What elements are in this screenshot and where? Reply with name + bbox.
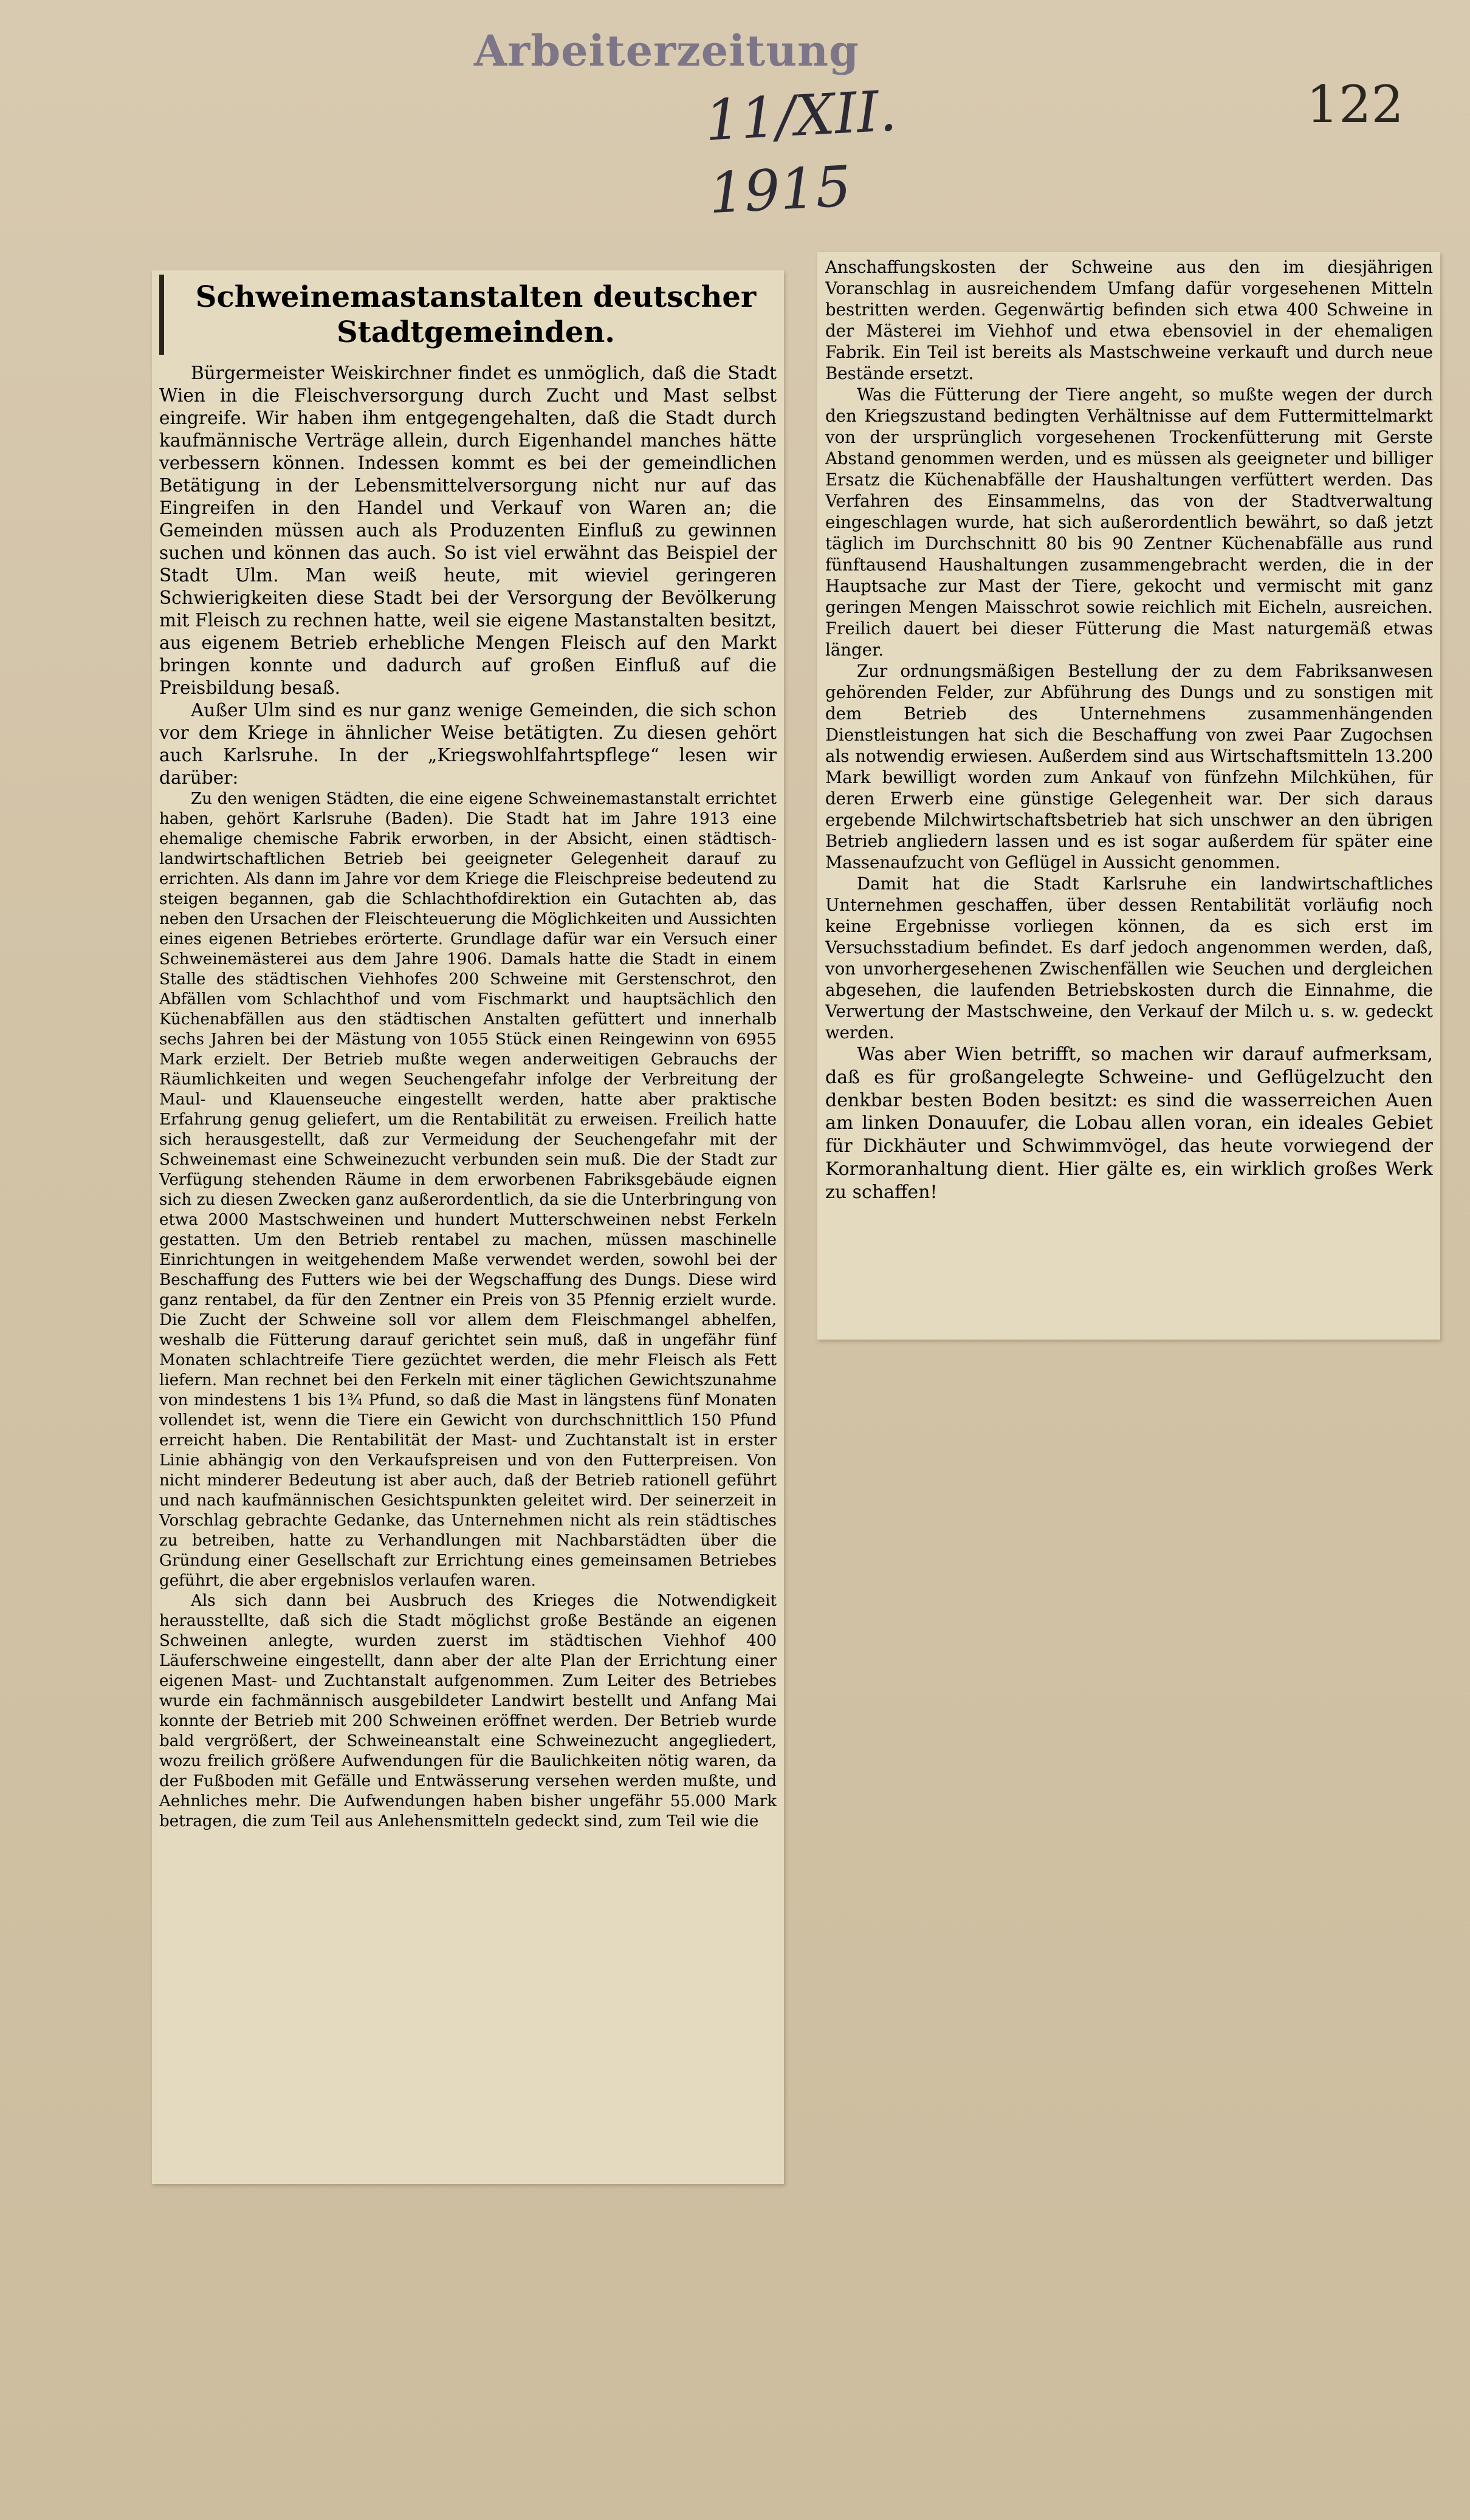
paragraph-war-outbreak: Als sich dann bei Ausbruch des Krieges die Notwendigkeit herausstellte, daß sich die Stadt möglichst große Bestände an eigenen Schweinen anlegte, wurden zuerst im städtischen Viehhof 400 Läuferschweine eingestellt, dann aber der alte Plan der Errichtung einer eigenen Mast- und Zuchtanstalt aufgenommen. Zum Leiter des Betriebes wurde ein fachmännisch ausgebildeter Landwirt bestellt und Anfang Mai konnte der Betrieb mit 200 Schweinen eröffnet werden. Der Betrieb wurde bald vergrößert, der Schweineanstalt eine Schweinezucht angegliedert, wozu freilich größere Aufwendungen für die Baulichkeiten nötig waren, da der Fußboden mit Gefälle und Entwässerung versehen werden mußte, und Aehnliches mehr. Die Aufwendungen haben bisher ungefähr 55.000 Mark betragen, die zum Teil aus Anlehensmitteln gedeckt sind, zum Teil wie die xyxy=(159,1592,777,1830)
paragraph-fields: Zur ordnungsmäßigen Bestellung der zu dem Fabriksanwesen gehörenden Felder, zur Abführung des Dungs und zu sonstigen mit dem Betrieb des Unternehmens zusammenhängenden Dienstleistungen hat sich die Beschaffung von zwei Paar Zugochsen als notwendig erwiesen. Außerdem sind aus Wirtschaftsmitteln 13.200 Mark bewilligt worden zum Ankauf von fünfzehn Milchkühen, für deren Erwerb eine günstige Gelegenheit war. Der sich daraus ergebende Milchwirtschaftsbetrieb hat sich unschwer an den übrigen Betrieb angliedern lassen und es ist sogar außerdem für später eine Massenaufzucht von Geflügel in Aussicht genommen. xyxy=(825,661,1433,872)
handwritten-date: 11/XII. 1915 xyxy=(703,78,899,227)
paragraph-vienna: Was aber Wien betrifft, so machen wir darauf aufmerksam, daß es für großangelegte Schweine- und Geflügelzucht den denkbar besten Boden besitzt: es sind die wasserreichen Auen am linken Donauufer, die Lobau allen voran, ein ideales Gebiet für Dickhäuter und Schwimmvögel, das heute vorwiegend der Kormoranhaltung dient. Hier gälte es, ein wirklich großes Werk zu schaffen! xyxy=(825,1044,1433,1203)
paragraph-ulm: Außer Ulm sind es nur ganz wenige Gemeinden, die sich schon vor dem Kriege in ähnlicher Weise betätigten. Zu diesen gehört auch Karlsruhe. In der „Kriegswohlfahrtspflege“ lesen wir darüber: xyxy=(159,700,777,788)
article-left-column xyxy=(159,275,777,2176)
article-right-column xyxy=(825,256,1433,1335)
paragraph-costs: Anschaffungskosten der Schweine aus den im diesjährigen Voranschlag in ausreichendem Umfang dafür vorgesehenen Mitteln bestritten werden. Gegenwärtig befinden sich etwa 400 Schweine in der Mästerei im Viehhof und etwa ebensoviel in der ehemaligen Fabrik. Ein Teil ist bereits als Mastschweine verkauft und durch neue Bestände ersetzt. xyxy=(825,257,1433,383)
paragraph-result: Damit hat die Stadt Karlsruhe ein landwirtschaftliches Unternehmen geschaffen, über dessen Rentabilität vorläufig noch keine Ergebnisse vorliegen können, da es sich erst im Versuchsstadium befindet. Es darf jedoch angenommen werden, daß, von unvorhergesehenen Zwischenfällen wie Seuchen und dergleichen abgesehen, die laufenden Betriebskosten durch die Einnahme, die Verwertung der Mastschweine, den Verkauf der Milch u. s. w. gedeckt werden. xyxy=(825,874,1433,1043)
page-number: 122 xyxy=(1306,75,1404,134)
newspaper-stamp: Arbeiterzeitung xyxy=(474,26,859,76)
paragraph-karlsruhe-quote: Zu den wenigen Städten, die eine eigene Schweinemastanstalt errichtet haben, gehört Karlsruhe (Baden). Die Stadt hat im Jahre 1913 eine ehemalige chemische Fabrik erworben, in der Absicht, einen städtisch-landwirtschaftlichen Betrieb bei geeigneter Gelegenheit darauf zu errichten. Als dann im Jahre vor dem Kriege die Fleischpreise bedeutend zu steigen begannen, gab die Schlachthofdirektion ein Gutachten ab, das neben den Ursachen der Fleischteuerung die Möglichkeiten und Aussichten eines eigenen Betriebes erörterte. Grundlage dafür war ein Versuch einer Schweinemästerei aus dem Jahre 1906. Damals hatte die Stadt in einem Stalle des städtischen Viehhofes 200 Schweine mit Gerstenschrot, den Abfällen vom Schlachthof und vom Fischmarkt und hauptsächlich den Küchenabfällen aus den städtischen Anstalten gefüttert und innerhalb sechs Jahren bei der Mästung von 1055 Stück einen Reingewinn von 6955 Mark erzielt. Der Betrieb mußte wegen anderweitigen Gebrauchs der Räumlichkeiten und wegen Seuchengefahr infolge der Verbreitung der Maul- und Klauenseuche eingestellt werden, hatte aber praktische Erfahrung genug geliefert, um die Rentabilität zu erweisen. Freilich hatte sich herausgestellt, daß zur Vermeidung der Seuchengefahr mit der Schweinemast eine Schweinezucht verbunden sein muß. Die der Stadt zur Verfügung stehenden Räume in dem erworbenen Fabriksgebäude eignen sich zu diesen Zwecken ganz außerordentlich, da sie die Unterbringung von etwa 2000 Mastschweinen und hundert Mutterschweinen nebst Ferkeln gestatten. Um den Betrieb rentabel zu machen, müssen maschinelle Einrichtungen in weitgehendem Maße verwendet werden, sowohl bei der Beschaffung des Futters wie bei der Wegschaffung des Dungs. Diese wird ganz rentabel, da für den Zentner ein Preis von 35 Pfennig erzielt wurde. Die Zucht der Schweine soll vor allem dem Fleischmangel abhelfen, weshalb die Fütterung darauf gerichtet sein muß, daß in ungefähr fünf Monaten schlachtreife Tiere gezüchtet werden, die mehr Fleisch als Fett liefern. Man rechnet bei den Ferkeln mit einer täglichen Gewichtszunahme von mindestens 1 bis 1¾ Pfund, so daß die Mast in längstens fünf Monaten vollendet ist, wenn die Tiere ein Gewicht von durchschnittlich 150 Pfund erreicht haben. Die Rentabilität der Mast- und Zuchtanstalt ist in erster Linie abhängig von den Verkaufspreisen und von den Futterpreisen. Von nicht minderer Bedeutung ist aber auch, daß der Betrieb rationell geführt und nach kaufmännischen Gesichtspunkten geleitet wird. Der seinerzeit in Vorschlag gebrachte Gedanke, das Unternehmen nicht als rein städtisches zu betreiben, hatte zu Verhandlungen mit Nachbarstädten über die Gründung einer Gesellschaft zur Errichtung eines gemeinsamen Betriebes geführt, die aber ergebnislos verlaufen waren. xyxy=(159,790,777,1590)
article-title: Schweinemastanstalten deutscher Stadtgemeinden. xyxy=(159,275,777,355)
paragraph-feeding: Was die Fütterung der Tiere angeht, so mußte wegen der durch den Kriegszustand bedingten Verhältnisse auf dem Futtermittelmarkt von der ursprünglich vorgesehenen Trockenfütterung mit Gerste Abstand genommen werden, und es müssen als geeigneter und billiger Ersatz die Küchenabfälle der Haushaltungen verfüttert werden. Das Verfahren des Einsammelns, das von der Stadtverwaltung eingeschlagen wurde, hat sich außerordentlich bewährt, so daß jetzt täglich im Durchschnitt 80 bis 90 Zentner Küchenabfälle aus rund fünftausend Haushaltungen zusammengebracht werden, die in der Hauptsache zur Mast der Tiere, gekocht und vermischt mit ganz geringen Mengen Maisschrot sowie reichlich mit Eicheln, ausreichen. Freilich dauert bei dieser Fütterung die Mast naturgemäß etwas länger. xyxy=(825,385,1433,660)
paragraph-intro: Bürgermeister Weiskirchner findet es unmöglich, daß die Stadt Wien in die Fleischversorgung durch Zucht und Mast selbst eingreife. Wir haben ihm entgegengehalten, daß die Stadt durch kaufmännische Verträge allein, durch Eigenhandel manches hätte verbessern können. Indessen kommt es bei der gemeindlichen Betätigung in der Lebensmittelversorgung nicht nur auf das Eingreifen in den Handel und Verkauf von Waren an; die Gemeinden müssen auch als Produzenten Einfluß zu gewinnen suchen und können das auch. So ist viel erwähnt das Beispiel der Stadt Ulm. Man weiß heute, mit wieviel geringeren Schwierigkeiten diese Stadt bei der Versorgung der Bevölkerung mit Fleisch zu rechnen hatte, weil sie eigene Mastanstalten besitzt, aus eigenem Betrieb erhebliche Mengen Fleisch auf den Markt bringen konnte und dadurch auf großen Einfluß auf die Preisbildung besaß. xyxy=(159,363,777,698)
